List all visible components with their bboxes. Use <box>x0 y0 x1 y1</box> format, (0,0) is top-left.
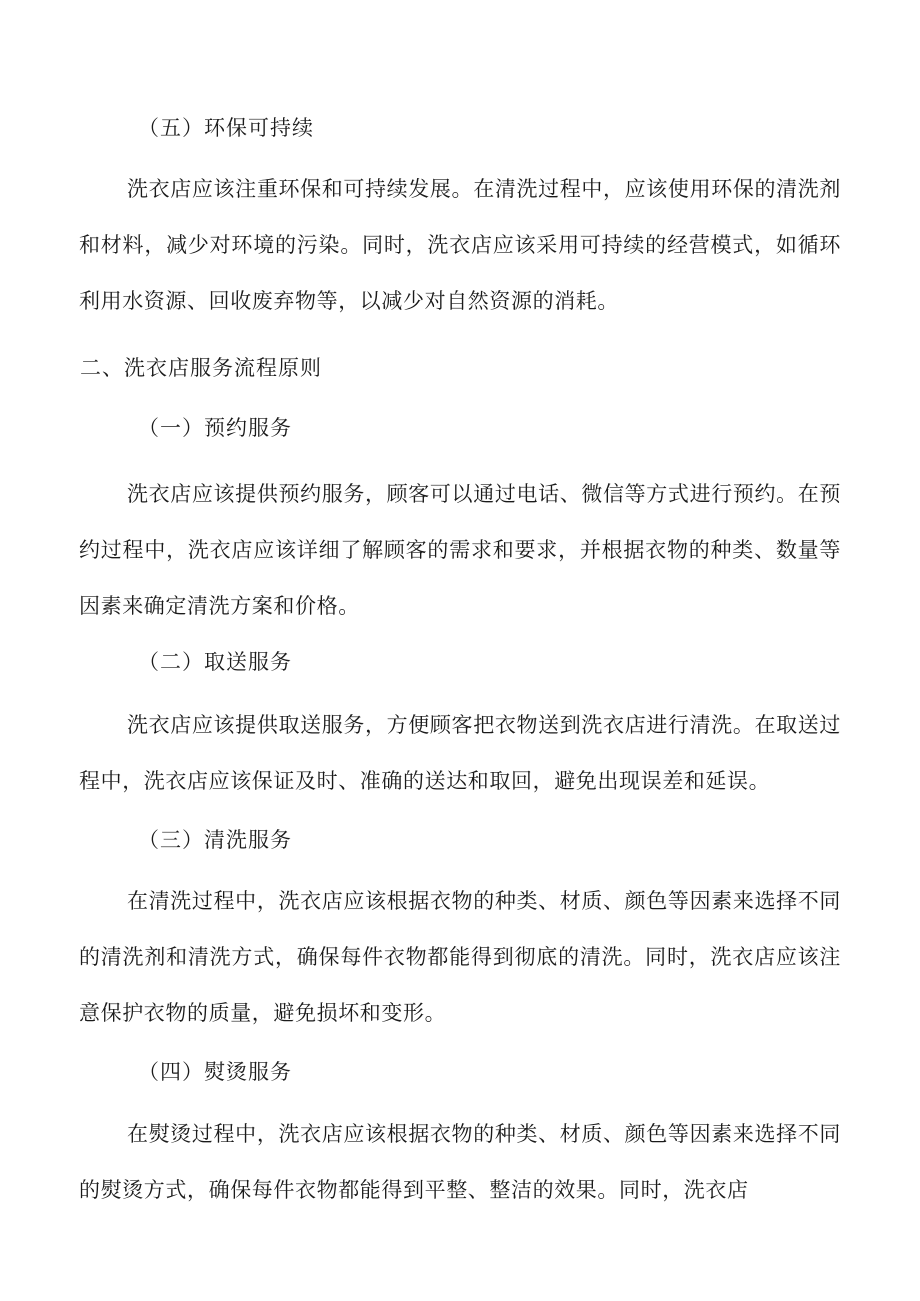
paragraph-ironing-service: 在熨烫过程中，洗衣店应该根据衣物的种类、材质、颜色等因素来选择不同的熨烫方式，确保每件衣物都能得到平整、整洁的效果。同时，洗衣店 <box>79 1122 841 1202</box>
subheading-ironing-service: （四）熨烫服务 <box>138 1060 292 1084</box>
subheading-cleaning-service: （三）清洗服务 <box>138 828 292 852</box>
subheading-reservation-service: （一）预约服务 <box>138 416 292 440</box>
paragraph-environmental-sustainability: 洗衣店应该注重环保和可持续发展。在清洗过程中，应该使用环保的清洗剂和材料，减少对环境的污染。同时，洗衣店应该采用可持续的经营模式，如循环利用水资源、回收废弃物等，以减少对自然资源的消耗。 <box>79 177 841 313</box>
paragraph-reservation-service: 洗衣店应该提供预约服务，顾客可以通过电话、微信等方式进行预约。在预约过程中，洗衣店应该详细了解顾客的需求和要求，并根据衣物的种类、数量等因素来确定清洗方案和价格。 <box>79 482 841 618</box>
section-heading-service-process-principles: 二、洗衣店服务流程原则 <box>80 356 322 380</box>
subheading-environmental-sustainability: （五）环保可持续 <box>138 116 314 140</box>
paragraph-cleaning-service: 在清洗过程中，洗衣店应该根据衣物的种类、材质、颜色等因素来选择不同的清洗剂和清洗方式，确保每件衣物都能得到彻底的清洗。同时，洗衣店应该注意保护衣物的质量，避免损坏和变形。 <box>79 889 841 1025</box>
subheading-pickup-delivery-service: （二）取送服务 <box>138 650 292 674</box>
paragraph-pickup-delivery-service: 洗衣店应该提供取送服务，方便顾客把衣物送到洗衣店进行清洗。在取送过程中，洗衣店应该保证及时、准确的送达和取回，避免出现误差和延误。 <box>79 713 841 793</box>
